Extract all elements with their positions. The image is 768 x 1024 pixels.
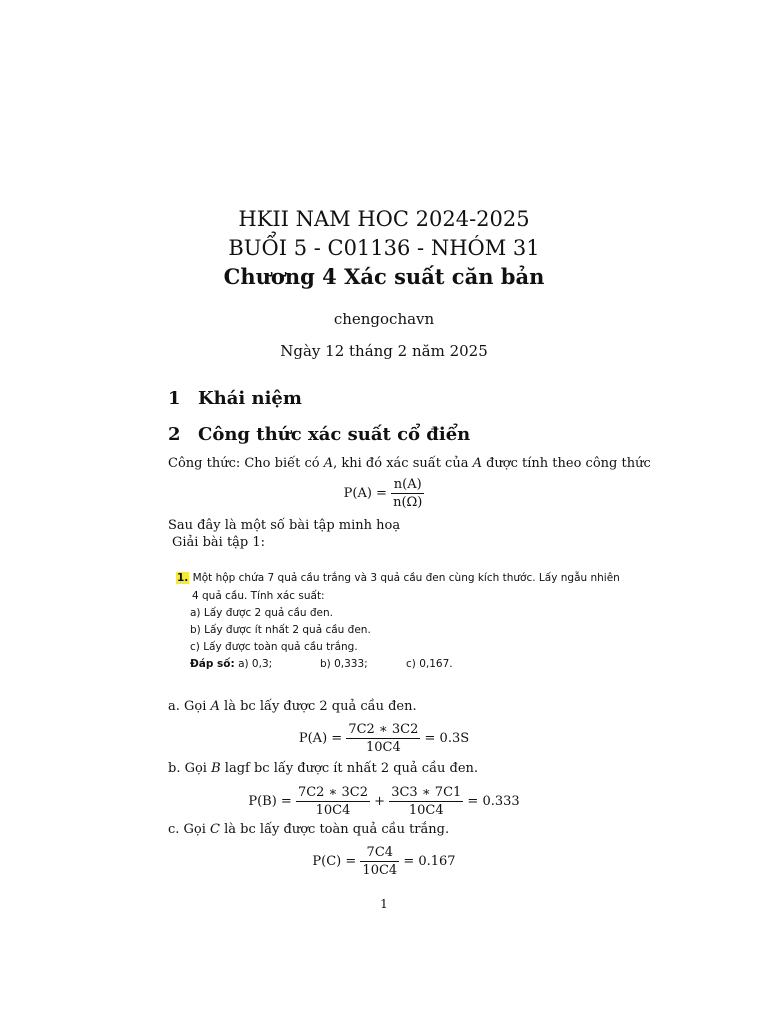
title-line-2: BUỔI 5 - C01136 - NHÓM 31: [228, 236, 540, 260]
probability-formula: P(A) = $\frac{n(A)}{n(\Omega)}$: [343, 477, 423, 510]
exercise-number: 1.: [177, 572, 189, 584]
title-chapter: Chương 4 Xác suất căn bản: [223, 264, 545, 289]
solution-b-formula: P(B) = $\frac{7C2 ∗ 3C2}{10C4}$ + $\frac{3C3 ∗ 7C1}{10C4}$ = 0.333: [248, 785, 520, 818]
section-heading-1: [168, 388, 302, 409]
exercise-part-a: a) Lấy được 2 quả cầu đen.: [190, 607, 333, 619]
section-heading-2: [168, 424, 470, 445]
section-number: 2: [168, 424, 181, 445]
formula-intro-text: Công thức: Cho biết có A, khi đó xác suất của A được tính theo công thức: [168, 456, 651, 471]
exercise-answers: Đáp số: a) 0,3;: [190, 658, 273, 670]
examples-intro: Sau đây là một số bài tập minh hoạ: [168, 518, 401, 533]
exercise-intro: Giải bài tập 1:: [172, 535, 266, 550]
solution-c-text: c. Gọi C là bc lấy được toàn quả cầu trắng.: [168, 822, 450, 837]
answer-b: b) 0,333;: [320, 658, 368, 670]
answer-c: c) 0,167.: [406, 658, 453, 670]
solution-a-text: a. Gọi A là bc lấy được 2 quả cầu đen.: [168, 699, 417, 714]
section-number: 1: [168, 388, 181, 409]
exercise-statement-line-1: 1. Một hộp chứa 7 quả cầu trắng và 3 quả cầu đen cùng kích thước. Lấy ngẫu nhiên: [177, 572, 620, 584]
author: chengochavn: [333, 310, 435, 328]
section-title: Công thức xác suất cổ điển: [198, 424, 471, 445]
solution-c-formula: P(C) = $\frac{7C4}{10C4}$ = 0.167: [312, 845, 456, 878]
solution-b-text: b. Gọi B lagf bc lấy được ít nhất 2 quả cầu đen.: [168, 761, 479, 776]
exercise-statement-line-2: 4 quả cầu. Tính xác suất:: [192, 590, 325, 602]
section-title: Khái niệm: [198, 388, 302, 409]
formula-fraction: $\frac{n(A)}{n(\Omega)}$: [393, 477, 423, 510]
title-line-1: HKII NAM HOC 2024-2025: [238, 207, 530, 231]
date: Ngày 12 tháng 2 năm 2025: [280, 342, 488, 360]
solution-a-formula: P(A) = $\frac{7C2 ∗ 3C2}{10C4}$ = 0.3S: [298, 722, 470, 755]
page-number: 1: [380, 897, 388, 911]
exercise-part-c: c) Lấy được toàn quả cầu trắng.: [190, 641, 358, 653]
answer-label: Đáp số:: [190, 658, 235, 670]
exercise-part-b: b) Lấy được ít nhất 2 quả cầu đen.: [190, 624, 371, 636]
